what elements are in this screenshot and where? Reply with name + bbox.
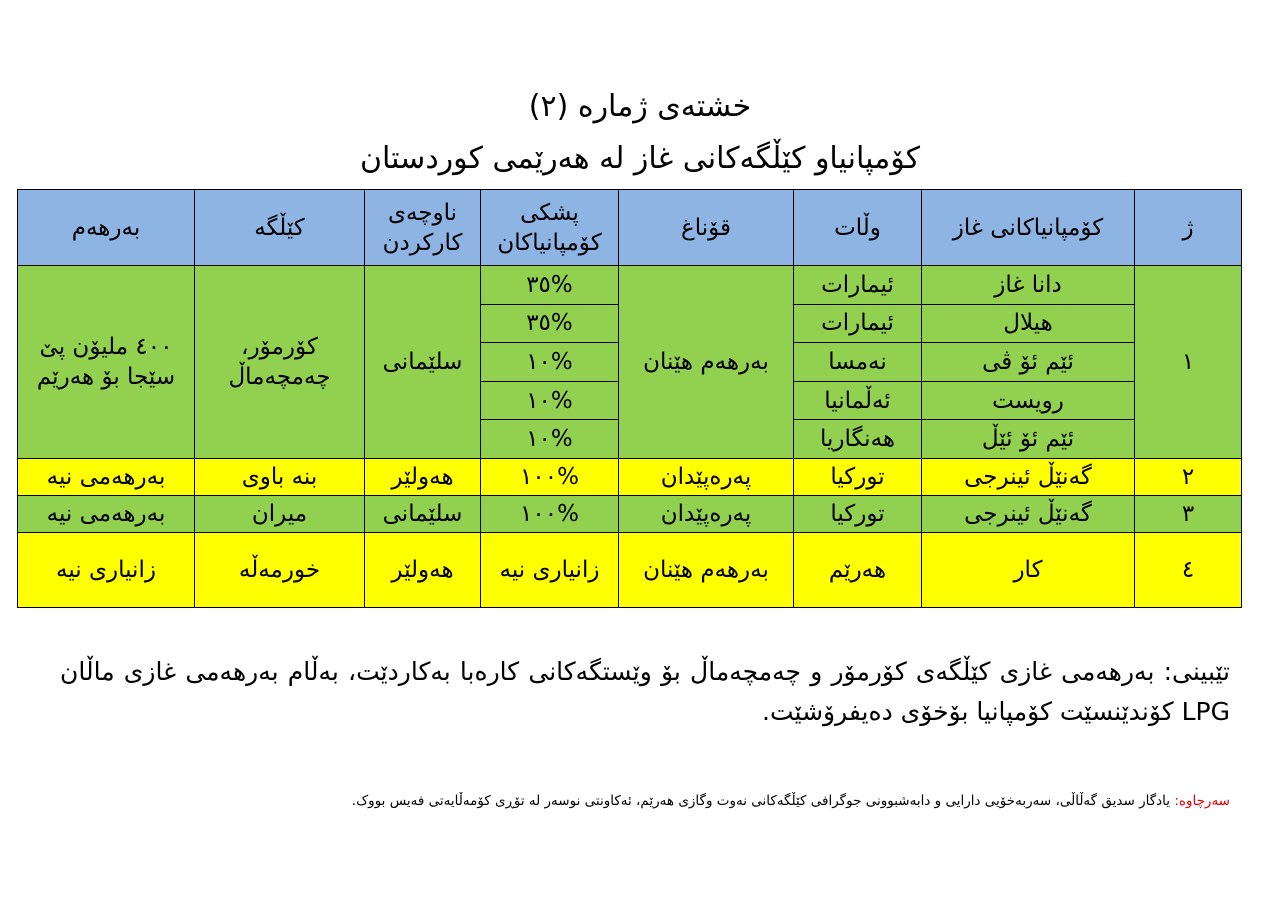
cell-share: %١٠ — [481, 420, 619, 459]
cell-company: گەنێڵ ئینرجی — [922, 495, 1135, 532]
header-company: کۆمپانیاکانی غاز — [922, 190, 1135, 266]
cell-country: تورکیا — [794, 458, 922, 495]
cell-share: %١٠٠ — [481, 495, 619, 532]
cell-company: کار — [922, 532, 1135, 607]
cell-field: خورمەڵە — [195, 532, 365, 607]
source-citation — [120, 791, 1230, 811]
cell-number: ٤ — [1135, 532, 1242, 607]
cell-country: ئیمارات — [794, 266, 922, 305]
cell-stage: پەرەپێدان — [619, 495, 794, 532]
cell-area: هەولێر — [365, 458, 481, 495]
header-country: وڵات — [794, 190, 922, 266]
cell-product: ٤٠٠ ملیۆن پێ سێجا بۆ هەرێم — [18, 266, 195, 459]
note-paragraph: تێبینی: بەرهەمی غازی کێڵگەی کۆرمۆر و چەمچەماڵ بۆ وێستگەکانی کارەبا بەکاردێت، بەڵام بەرهەمی غازی ماڵان LPG کۆندێنسێت کۆمپانیا بۆخۆی دەیفرۆشێت. — [60, 657, 1230, 726]
cell-field: میران — [195, 495, 365, 532]
header-field: کێڵگە — [195, 190, 365, 266]
cell-country: نەمسا — [794, 343, 922, 382]
cell-area: سلێمانی — [365, 495, 481, 532]
table-row — [18, 458, 1242, 495]
header-row — [18, 190, 1242, 266]
cell-country: ئەڵمانیا — [794, 381, 922, 420]
gas-companies-table — [17, 189, 1242, 608]
cell-stage: بەرهەم هێنان — [619, 266, 794, 459]
cell-stage: پەرەپێدان — [619, 458, 794, 495]
cell-product: زانیاری نیە — [18, 532, 195, 607]
cell-field: کۆرمۆر، چەمچەماڵ — [195, 266, 365, 459]
source-text: یادگار سدیق گەڵاڵی، سەربەخۆیی دارایی و دابەشبوونی جوگرافی کێڵگەکانی نەوت وگازی هەرێم، ئەکاونتی نوسەر لە تۆڕی کۆمەڵایەتی فەیس بووک. — [351, 793, 1171, 809]
cell-share: %١٠ — [481, 381, 619, 420]
cell-stage: بەرهەم هێنان — [619, 532, 794, 607]
cell-share: %٣٥ — [481, 266, 619, 305]
cell-share: %٣٥ — [481, 304, 619, 343]
table-row — [18, 266, 1242, 305]
cell-country: هەرێم — [794, 532, 922, 607]
cell-area: هەولێر — [365, 532, 481, 607]
cell-share: %١٠ — [481, 343, 619, 382]
cell-company: هیلال — [922, 304, 1135, 343]
cell-number: ٢ — [1135, 458, 1242, 495]
header-area: ناوچەی کارکردن — [365, 190, 481, 266]
header-number: ژ — [1135, 190, 1242, 266]
cell-share: %١٠٠ — [481, 458, 619, 495]
header-stage: قۆناغ — [619, 190, 794, 266]
cell-product: بەرهەمی نیە — [18, 495, 195, 532]
header-share: پشکی کۆمپانیاکان — [481, 190, 619, 266]
cell-company: گەنێڵ ئینرجی — [922, 458, 1135, 495]
table-title-number: خشتەی ژمارە (٢) — [528, 89, 752, 124]
cell-company: رویست — [922, 381, 1135, 420]
cell-company: ئێم ئۆ ڤی — [922, 343, 1135, 382]
cell-country: هەنگاریا — [794, 420, 922, 459]
table-row — [18, 532, 1242, 607]
cell-company: دانا غاز — [922, 266, 1135, 305]
cell-country: تورکیا — [794, 495, 922, 532]
cell-number: ١ — [1135, 266, 1242, 459]
header-product: بەرهەم — [18, 190, 195, 266]
table-row — [18, 495, 1242, 532]
cell-field: بنە باوی — [195, 458, 365, 495]
table-title: کۆمپانیاو کێڵگەکانی غاز لە هەرێمی کوردستان — [359, 141, 921, 176]
cell-number: ٣ — [1135, 495, 1242, 532]
cell-product: بەرهەمی نیە — [18, 458, 195, 495]
cell-country: ئیمارات — [794, 304, 922, 343]
cell-share: زانیاری نیە — [481, 532, 619, 607]
cell-area: سلێمانی — [365, 266, 481, 459]
cell-company: ئێم ئۆ ئێڵ — [922, 420, 1135, 459]
source-label: سەرچاوە: — [1174, 793, 1230, 809]
